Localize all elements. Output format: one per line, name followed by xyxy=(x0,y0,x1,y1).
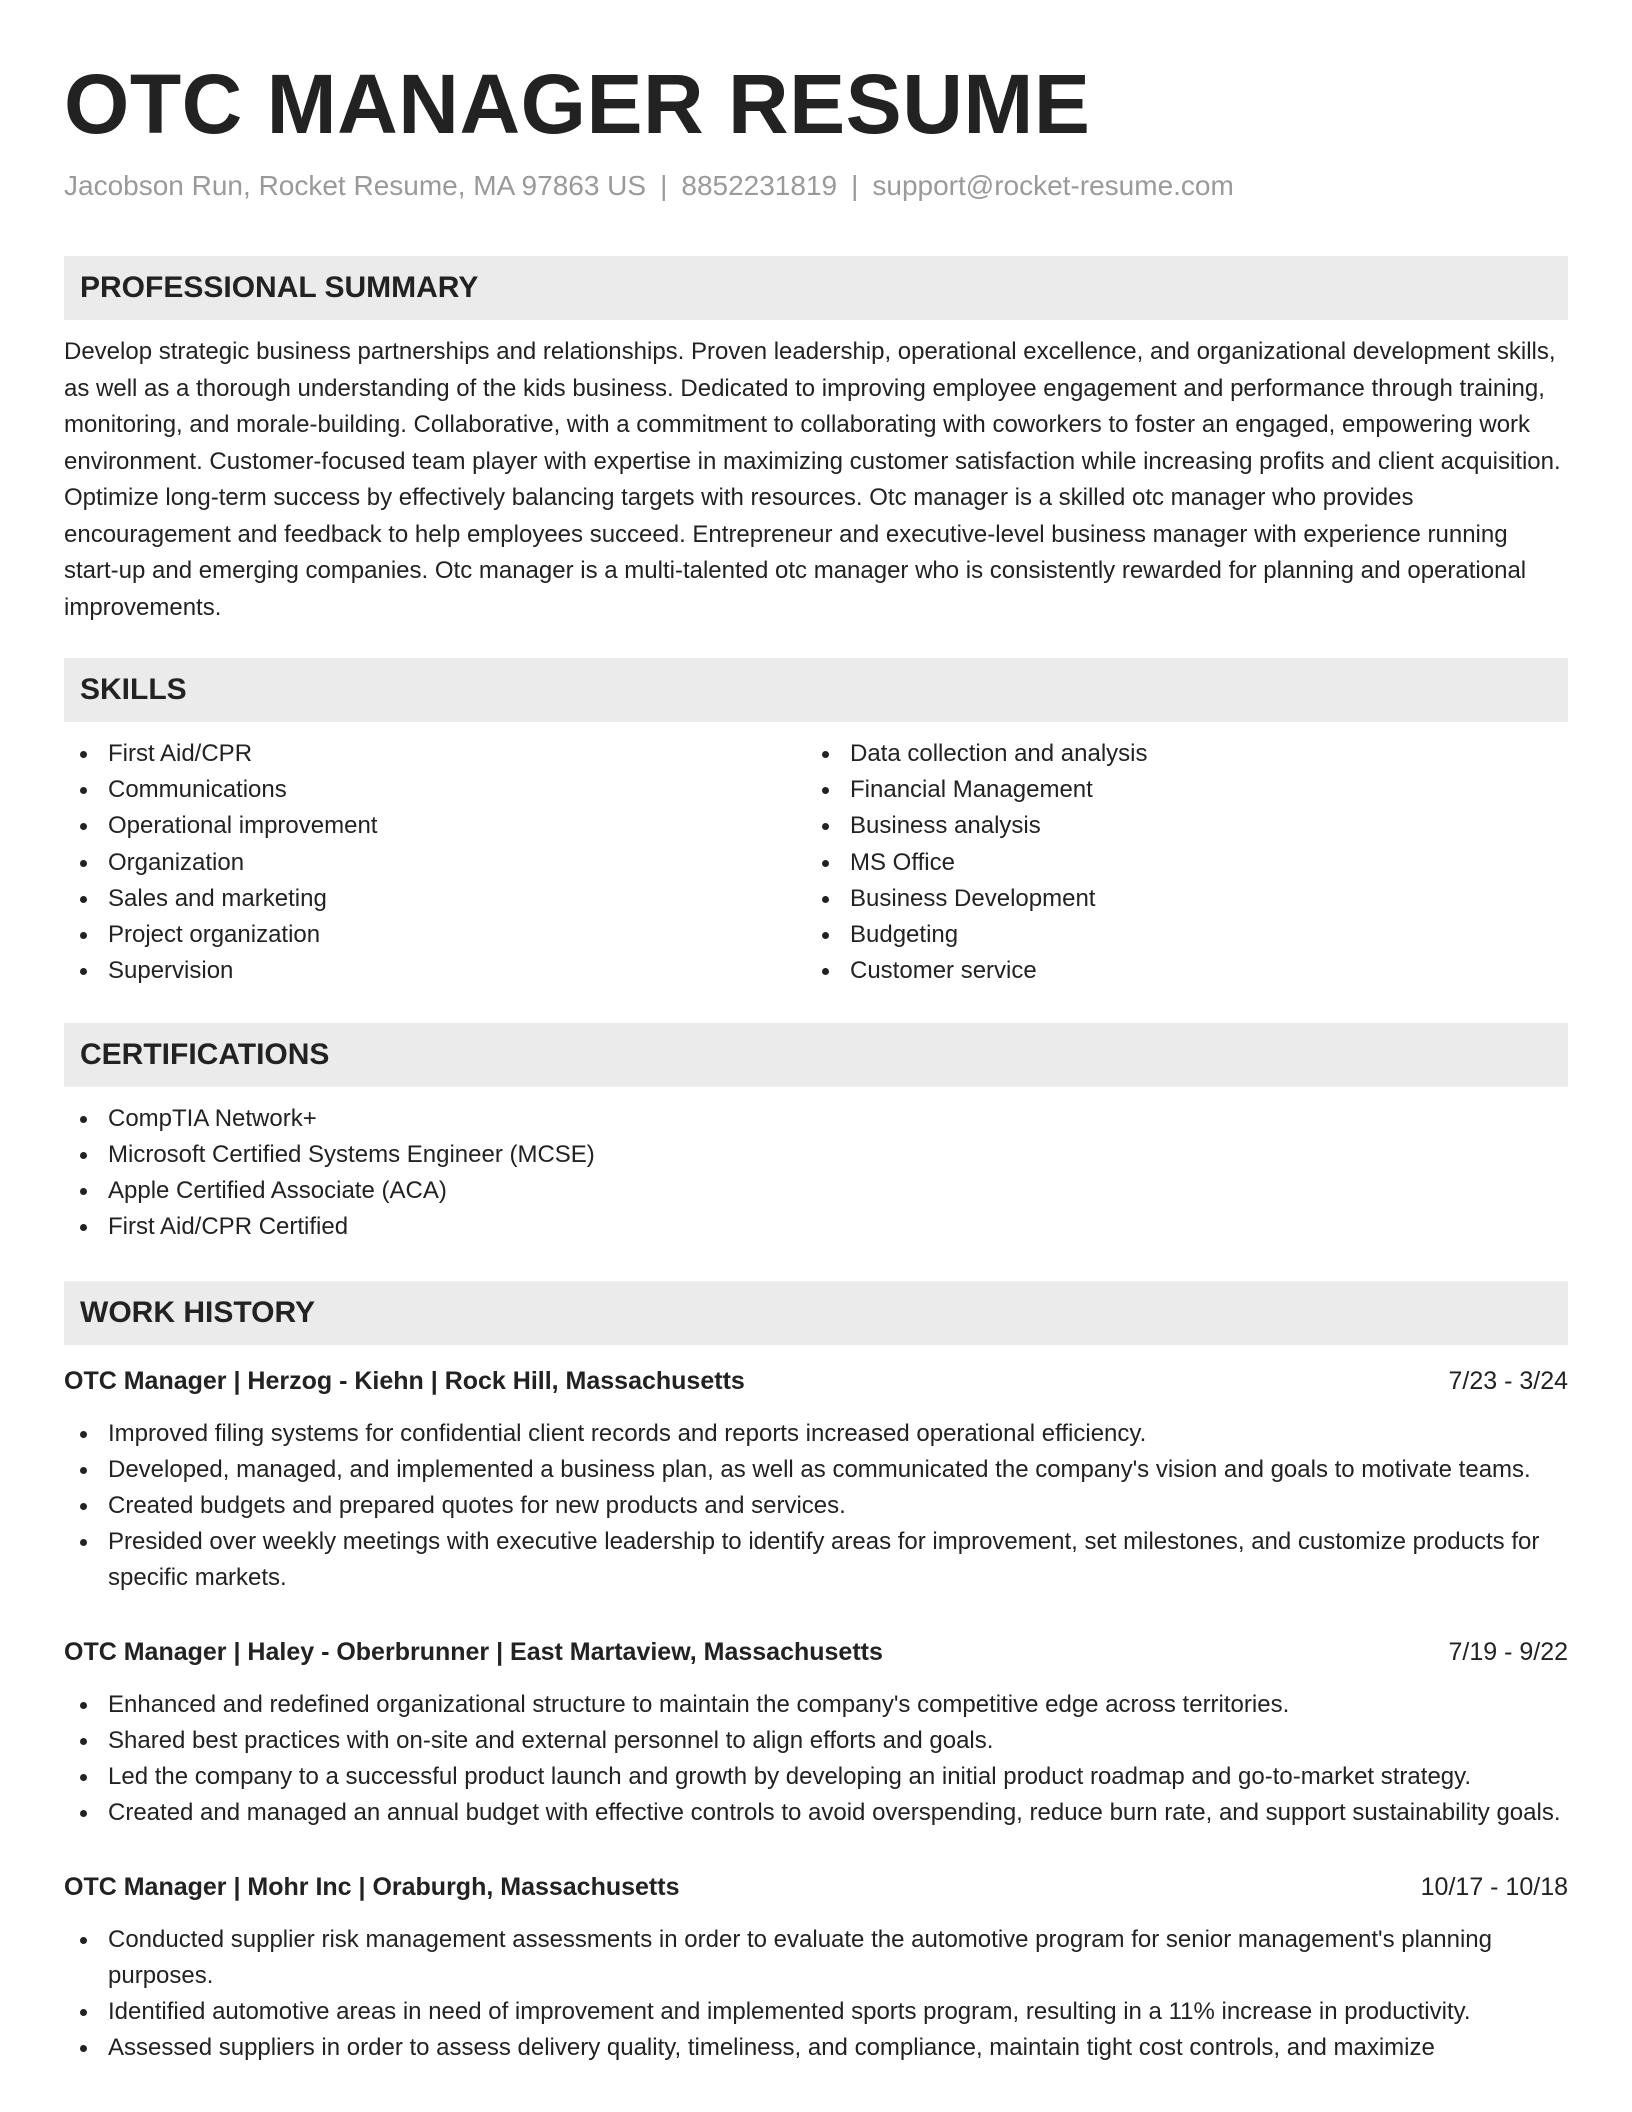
skill-item: Communications xyxy=(64,772,806,808)
resume-title: OTC MANAGER RESUME xyxy=(64,57,1091,151)
job-header xyxy=(64,1869,1568,1905)
job-bullets xyxy=(64,1687,1568,1831)
skill-item: Budgeting xyxy=(806,917,1548,953)
job-bullet: Enhanced and redefined organizational structure to maintain the company's competitive edge across territories. xyxy=(64,1687,1568,1723)
job-bullets xyxy=(64,1922,1568,2066)
contact-separator: | xyxy=(660,170,668,201)
job-bullet: Identified automotive areas in need of improvement and implemented sports program, resulting in a 11% increase in productivity. xyxy=(64,1994,1568,2030)
job-bullet: Presided over weekly meetings with executive leadership to identify areas for improvement, set milestones, and customize products for specific markets. xyxy=(64,1524,1568,1596)
job-title: OTC Manager | Herzog - Kiehn | Rock Hill, Massachusetts xyxy=(64,1367,745,1396)
summary-section xyxy=(64,256,1568,626)
contact-email: support@rocket-resume.com xyxy=(872,170,1234,201)
certifications-list xyxy=(64,1101,1568,1245)
skill-item: Supervision xyxy=(64,953,806,989)
job-bullet: Improved filing systems for confidential client records and reports increased operational efficiency. xyxy=(64,1416,1568,1452)
job-dates: 7/19 - 9/22 xyxy=(1448,1638,1568,1667)
job-dates: 7/23 - 3/24 xyxy=(1448,1367,1568,1396)
job-entry xyxy=(64,1363,1568,1596)
job-bullet: Created budgets and prepared quotes for new products and services. xyxy=(64,1488,1568,1524)
job-bullet: Created and managed an annual budget with effective controls to avoid overspending, reduce burn rate, and support sustainability goals. xyxy=(64,1795,1568,1831)
job-title: OTC Manager | Mohr Inc | Oraburgh, Massachusetts xyxy=(64,1873,680,1902)
contact-phone: 8852231819 xyxy=(681,170,838,201)
contact-separator: | xyxy=(851,170,859,201)
certification-item: CompTIA Network+ xyxy=(64,1101,1568,1137)
work-history-section xyxy=(64,1281,1568,2066)
certifications-section xyxy=(64,1023,1568,1245)
job-bullet: Conducted supplier risk management assessments in order to evaluate the automotive program for senior management's planning purposes. xyxy=(64,1922,1568,1994)
skill-item: Financial Management xyxy=(806,772,1548,808)
job-bullets xyxy=(64,1416,1568,1596)
work-history-heading: WORK HISTORY xyxy=(64,1281,1568,1345)
job-bullet: Assessed suppliers in order to assess delivery quality, timeliness, and compliance, maintain tight cost controls, and maximize xyxy=(64,2030,1568,2066)
job-entry xyxy=(64,1869,1568,2066)
skill-item: Customer service xyxy=(806,953,1548,989)
certification-item: Apple Certified Associate (ACA) xyxy=(64,1173,1568,1209)
skills-grid xyxy=(64,736,1568,989)
skill-item: Business analysis xyxy=(806,808,1548,844)
job-entry xyxy=(64,1634,1568,1831)
summary-heading: PROFESSIONAL SUMMARY xyxy=(64,256,1568,320)
skill-item: Organization xyxy=(64,845,806,881)
job-bullet: Developed, managed, and implemented a business plan, as well as communicated the company's vision and goals to motivate teams. xyxy=(64,1452,1568,1488)
certification-item: Microsoft Certified Systems Engineer (MCSE) xyxy=(64,1137,1568,1173)
job-bullet: Led the company to a successful product launch and growth by developing an initial product roadmap and go-to-market strategy. xyxy=(64,1759,1568,1795)
summary-text: Develop strategic business partnerships and relationships. Proven leadership, operational excellence, and organizational development skills, as well as a thorough understanding of the kids business. Dedicated to improving employee engagement and performance through training, monitoring, and morale-building. Collaborative, with a commitment to collaborating with coworkers to foster an engaged, empowering work environment. Customer-focused team player with expertise in maximizing customer satisfaction while increasing profits and client acquisition. Optimize long-term success by effectively balancing targets with resources. Otc manager is a skilled otc manager who provides encouragement and feedback to help employees succeed. Entrepreneur and executive-level business manager with experience running start-up and emerging companies. Otc manager is a multi-talented otc manager who is consistently rewarded for planning and operational improvements. xyxy=(64,338,1561,621)
job-bullet: Shared best practices with on-site and external personnel to align efforts and goals. xyxy=(64,1723,1568,1759)
skill-item: Project organization xyxy=(64,917,806,953)
certifications-heading: CERTIFICATIONS xyxy=(64,1023,1568,1087)
skill-item: Business Development xyxy=(806,881,1548,917)
skill-item: Data collection and analysis xyxy=(806,736,1548,772)
job-header xyxy=(64,1363,1568,1399)
skills-section xyxy=(64,658,1568,989)
skill-item: MS Office xyxy=(806,845,1548,881)
certification-item: First Aid/CPR Certified xyxy=(64,1209,1568,1245)
skills-left-column xyxy=(64,736,806,989)
job-dates: 10/17 - 10/18 xyxy=(1420,1873,1568,1902)
contact-address: Jacobson Run, Rocket Resume, MA 97863 US xyxy=(64,170,647,201)
skill-item: Operational improvement xyxy=(64,808,806,844)
skills-right-column xyxy=(806,736,1548,989)
skill-item: Sales and marketing xyxy=(64,881,806,917)
contact-line xyxy=(64,168,1568,204)
skill-item: First Aid/CPR xyxy=(64,736,806,772)
job-title: OTC Manager | Haley - Oberbrunner | East Martaview, Massachusetts xyxy=(64,1638,883,1667)
skills-heading: SKILLS xyxy=(64,658,1568,722)
job-header xyxy=(64,1634,1568,1670)
